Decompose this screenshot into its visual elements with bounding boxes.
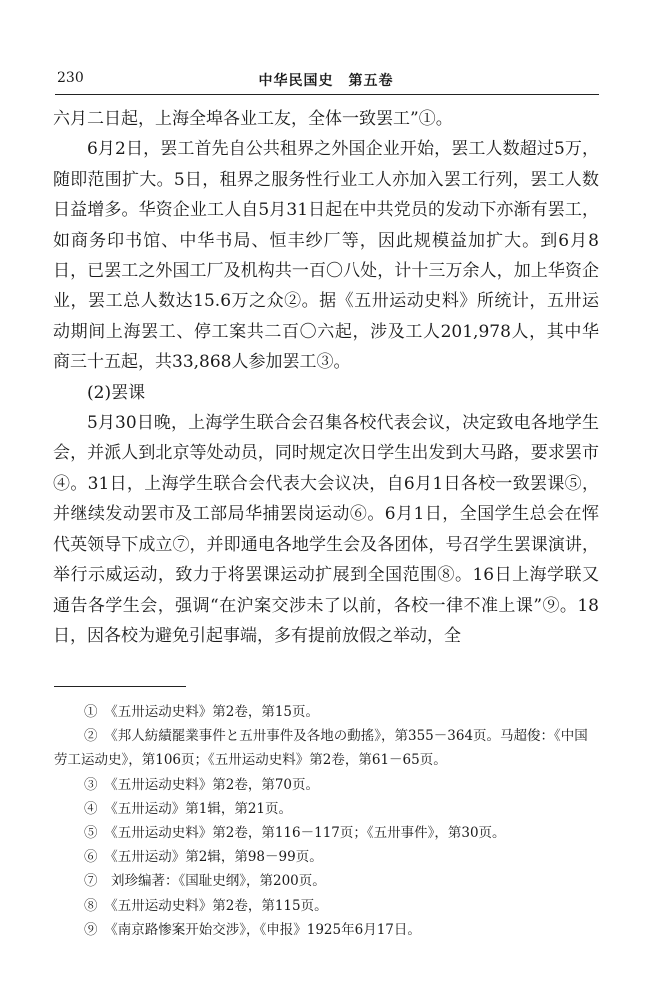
header-rule (55, 94, 599, 95)
footnote-rule (54, 686, 186, 687)
footnotes (54, 700, 600, 942)
footnote-item: ⑧ 《五卅运动史料》第2卷，第115页。 (84, 897, 328, 914)
footnote-item: ⑦ 刘珍编著：《国耻史纲》，第200页。 (84, 873, 326, 890)
footnote-item: ② 《邦人紡績罷業事件と五卅事件及各地の動搖》，第355－364页。马超俊：《中国劳工运动史》，第106页；《五卅运动史料》第2卷，第61－65页。 (54, 728, 588, 769)
page-header (45, 66, 607, 96)
running-title: 中华民国史 第五卷 (258, 73, 394, 89)
footnote-item: ⑤ 《五卅运动史料》第2卷，第116－117页；《五卅事件》，第30页。 (84, 825, 506, 842)
paragraph-continued: 六月二日起，上海全埠各业工友，全体一致罢工”①。 (53, 109, 453, 129)
page-number: 230 (57, 70, 84, 86)
footnote-item: ⑨ 《南京路惨案开始交涉》，《申报》1925年6月17日。 (84, 921, 421, 938)
paragraph: 5月30日晚，上海学生联合会召集各校代表会议，决定致电各地学生会，并派人到北京等处动员，同时规定次日学生出发到大马路，要求罢市④。31日，上海学生联合会代表大会议决，自6月1日各校一致罢课⑤，并继续发动罢市及工部局华捕罢岗运动⑥。6月1日，全国学生总会在恽代英领导下成立⑦，并即通电各地学生会及各团体，号召学生罢课演讲，举行示威运动，致力于将罢课运动扩展到全国范围⑧。16日上海学联又通告各学生会，强调“在沪案交涉未了以前，各校一律不准上课”⑨。18日，因各校为避免引起事端，多有提前放假之举动，全 (53, 413, 599, 646)
footnote-item: ③ 《五卅运动史料》第2卷，第70页。 (84, 776, 320, 793)
footnote-item: ⑥ 《五卅运动》第2辑，第98－99页。 (84, 849, 323, 866)
footnote-item: ① 《五卅运动史料》第2卷，第15页。 (84, 704, 320, 720)
body-text (53, 104, 599, 651)
footnote-item: ④ 《五卅运动》第1辑，第21页。 (84, 800, 293, 817)
paragraph: 6月2日，罢工首先自公共租界之外国企业开始，罢工人数超过5万，随即范围扩大。5日，租界之服务性行业工人亦加入罢工行列，罢工人数日益增多。华资企业工人自5月31日起在中共党员的发动下亦渐有罢工，如商务印书馆、中华书局、恒丰纱厂等，因此规模益加扩大。到6月8日，已罢工之外国工厂及机构共一百〇八处，计十三万余人，加上华资企业，罢工总人数达15.6万之众②。据《五卅运动史料》所统计，五卅运动期间上海罢工、停工案共二百〇六起，涉及工人201,978人，其中华商三十五起，共33,868人参加罢工③。 (53, 139, 599, 373)
section-heading: (2)罢课 (87, 382, 146, 403)
